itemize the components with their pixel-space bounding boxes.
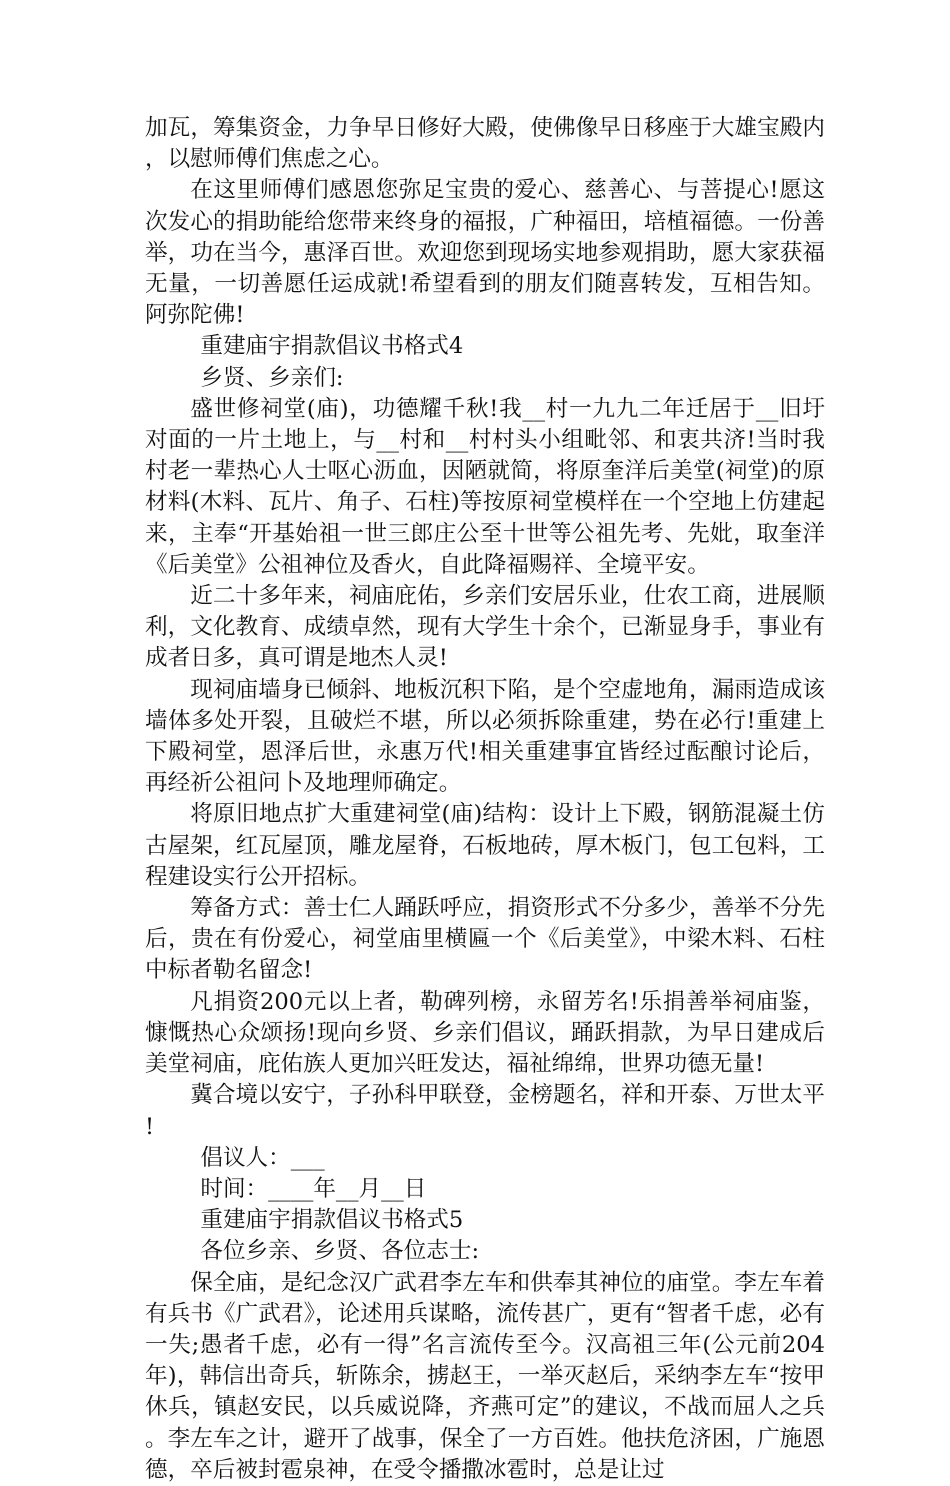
paragraph-donation-recognition: 凡捐资200元以上者，勒碑列榜，永留芳名!乐捐善举祠庙鉴，慷慨热心众颂扬!现向乡贤、乡亲们倡议，踊跃捐款，为早日建成后美堂祠庙，庇佑族人更加兴旺发达，福祉绵绵，世界功德无量! (145, 988, 825, 1078)
section-heading-format-4: 重建庙宇捐款倡议书格式4 (200, 333, 464, 360)
signature-initiator: 倡议人：___ (200, 1144, 325, 1171)
paragraph-continuation: 加瓦，筹集资金，力争早日修好大殿，使佛像早日移座于大雄宝殿内，以慰师傅们焦虑之心。 (145, 115, 825, 173)
paragraph-blessing: 冀合境以安宁，子孙科甲联登，金榜题名，祥和开泰、万世太平! (145, 1082, 825, 1140)
section-heading-format-5: 重建庙宇捐款倡议书格式5 (200, 1207, 464, 1234)
paragraph-structure: 将原旧地点扩大重建祠堂(庙)结构：设计上下殿，钢筋混凝土仿古屋架，红瓦屋顶，雕龙屋脊，石板地砖，厚木板门，包工包料，工程建设实行公开招标。 (145, 801, 825, 890)
paragraph-fundraising-method: 筹备方式：善士仁人踊跃呼应，捐资形式不分多少，善举不分先后，贵在有份爱心，祠堂庙里横匾一个《后美堂》，中梁木料、石柱中标者勒名留念! (145, 895, 825, 984)
document-page (145, 113, 825, 1486)
paragraph-gratitude: 在这里师傅们感恩您弥足宝贵的爱心、慈善心、与菩提心!愿这次发心的捐助能给您带来终身的福报，广种福田，培植福德。一份善举，功在当今，惠泽百世。欢迎您到现场实地参观捐助，愿大家获福无量，一切善愿任运成就!希望看到的朋友们随喜转发，互相告知。阿弥陀佛! (145, 177, 825, 329)
paragraph-prosperity: 近二十多年来，祠庙庇佑，乡亲们安居乐业，仕农工商，进展顺利，文化教育、成绩卓然，现有大学生十余个，已渐显身手，事业有成者日多，真可谓是地杰人灵! (145, 583, 825, 672)
paragraph-reconstruction-need: 现祠庙墙身已倾斜、地板沉积下陷，是个空虚地角，漏雨造成该墙体多处开裂，且破烂不堪，所以必须拆除重建，势在必行!重建上下殿祠堂，恩泽后世，永惠万代!相关重建事宜皆经过酝酿讨论后，再经祈公祖问卜及地理师确定。 (145, 676, 825, 797)
salutation-format-4: 乡贤、乡亲们: (200, 364, 344, 391)
paragraph-baoquan-temple: 保全庙，是纪念汉广武君李左车和供奉其神位的庙堂。李左车着有兵书《广武君》，论述用兵谋略，流传甚广，更有“智者千虑，必有一失;愚者千虑，必有一得”名言流传至今。汉高祖三年(公元前204年)，韩信出奇兵，斩陈余，掳赵王，一举灭赵后，采纳李左车“按甲休兵，镇赵安民，以兵威说降，齐燕可定”的建议，不战而屈人之兵。李左车之计，避开了战事，保全了一方百姓。他扶危济困，广施恩德，卒后被封雹泉神，在受令播撒冰雹时，总是让过 (145, 1269, 825, 1483)
paragraph-history: 盛世修祠堂(庙)，功德耀千秋!我__村一九九二年迁居于__旧圩对面的一片土地上，与__村和__村村头小组毗邻、和衷共济!当时我村老一辈热心人士呕心沥血，因陋就简，将原奎洋后美堂(祠堂)的原材料(木料、瓦片、角子、石柱)等按原祠堂模样在一个空地上仿建起来，主奉“开基始祖一世三郎庄公至十世等公祖先考、先妣，取奎洋《后美堂》公祖神位及香火，自此降福赐祥、全境平安。 (145, 395, 825, 578)
salutation-format-5: 各位乡亲、乡贤、各位志士: (200, 1238, 480, 1265)
signature-date: 时间：____年__月__日 (200, 1175, 427, 1202)
